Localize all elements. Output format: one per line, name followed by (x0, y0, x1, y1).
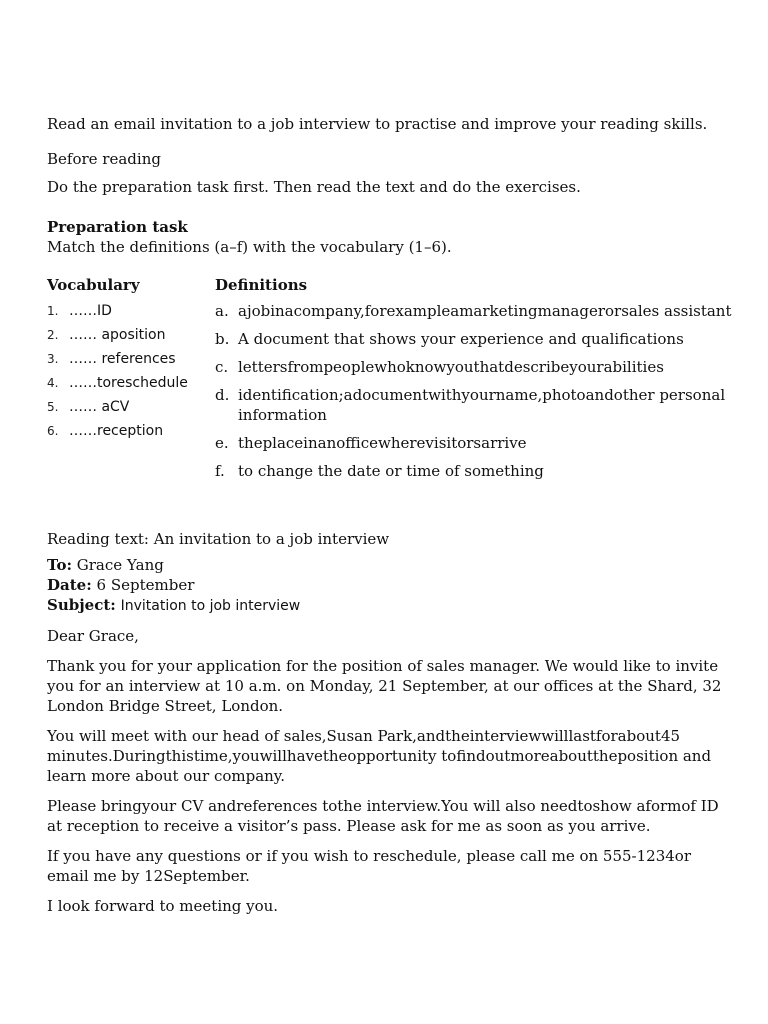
email-to-label: To: (47, 556, 72, 574)
definition-item (215, 357, 735, 377)
definition-letter: c. (215, 358, 229, 376)
vocabulary-number: 3. (47, 352, 59, 366)
email-date-value: 6 September (96, 576, 195, 594)
definition-letter: a. (215, 302, 229, 320)
vocabulary-item (47, 301, 217, 325)
definition-text: to change the date or time of something (238, 462, 544, 480)
before-reading-instruction: Do the preparation task first. Then read the text and do the exercises. (47, 178, 581, 196)
email-subject-label: Subject: (47, 596, 116, 614)
before-reading-heading: Before reading (47, 150, 161, 168)
vocabulary-term: ……ID (69, 303, 112, 319)
document-page (47, 114, 737, 916)
preparation-heading: Preparation task (47, 218, 188, 236)
email-date-line (47, 575, 737, 595)
definition-item (215, 461, 735, 481)
vocabulary-number: 2. (47, 328, 59, 342)
vocabulary-column (47, 275, 217, 445)
email-paragraph: Please bringyour CV andreferences tothe interview.You will also needtoshow aformof ID at reception to receive a visitor’s pass. Please ask for me as soon as you arrive. (47, 797, 719, 835)
definitions-heading: Definitions (215, 276, 308, 294)
email-paragraph: You will meet with our head of sales,Susan Park,andtheinterviewwilllastforabout45 minutes.Duringthistime,youwillhavetheopportunity tofindoutmoreabouttheposition and learn more about our company. (47, 727, 712, 785)
vocabulary-term: ……toreschedule (69, 375, 188, 391)
definition-item (215, 329, 735, 349)
email-date-label: Date: (47, 576, 92, 594)
email-header (47, 555, 737, 616)
vocabulary-term: …… aCV (69, 399, 130, 415)
vocabulary-number: 4. (47, 376, 59, 390)
vocabulary-item (47, 397, 217, 421)
vocabulary-term: ……reception (69, 423, 164, 439)
definition-text: lettersfrompeoplewhoknowyouthatdescribeyourabilities (238, 358, 664, 376)
email-paragraph: Thank you for your application for the position of sales manager. We would like to invite you for an interview at 10 a.m. on Monday, 21 September, at our offices at the Shard, 32 London Bridge Street, London. (47, 657, 722, 715)
vocabulary-number: 5. (47, 400, 59, 414)
vocabulary-number: 1. (47, 304, 59, 318)
definition-text: A document that shows your experience and qualifications (238, 330, 684, 348)
definition-text: ajobinacompany,forexampleamarketingmanagerorsales assistant (238, 302, 732, 320)
definition-text: identification;adocumentwithyourname,photoandother personal information (238, 386, 726, 424)
definition-letter: f. (215, 462, 225, 480)
vocabulary-number: 6. (47, 424, 59, 438)
vocabulary-item (47, 373, 217, 397)
preparation-instruction: Match the definitions (a–f) with the vocabulary (1–6). (47, 238, 452, 256)
email-paragraph: If you have any questions or if you wish to reschedule, please call me on 555-1234or email me by 12September. (47, 847, 692, 885)
vocabulary-heading: Vocabulary (47, 276, 140, 294)
email-closing: I look forward to meeting you. (47, 897, 279, 915)
definitions-list (215, 301, 735, 481)
email-subject-line (47, 595, 737, 616)
definition-text: theplaceinanofficewherevisitorsarrive (238, 434, 527, 452)
vocabulary-term: …… references (69, 351, 176, 367)
definition-item (215, 433, 735, 453)
vocabulary-item (47, 349, 217, 373)
email-subject-value: Invitation to job interview (120, 598, 301, 614)
intro-text: Read an email invitation to a job interview to practise and improve your reading skills. (47, 115, 708, 133)
email-to-value: Grace Yang (76, 556, 164, 574)
definition-letter: d. (215, 386, 230, 404)
definitions-column (215, 275, 735, 489)
reading-text-title: Reading text: An invitation to a job interview (47, 530, 390, 548)
definition-letter: b. (215, 330, 230, 348)
email-greeting: Dear Grace, (47, 627, 139, 645)
vocabulary-list (47, 301, 217, 445)
definition-item (215, 385, 735, 425)
email-to-line (47, 555, 737, 575)
definition-letter: e. (215, 434, 229, 452)
vocabulary-term: …… aposition (69, 327, 166, 343)
reading-text-section (47, 529, 737, 916)
definition-item (215, 301, 735, 321)
vocabulary-item (47, 325, 217, 349)
matching-exercise (47, 275, 737, 507)
vocabulary-item (47, 421, 217, 445)
